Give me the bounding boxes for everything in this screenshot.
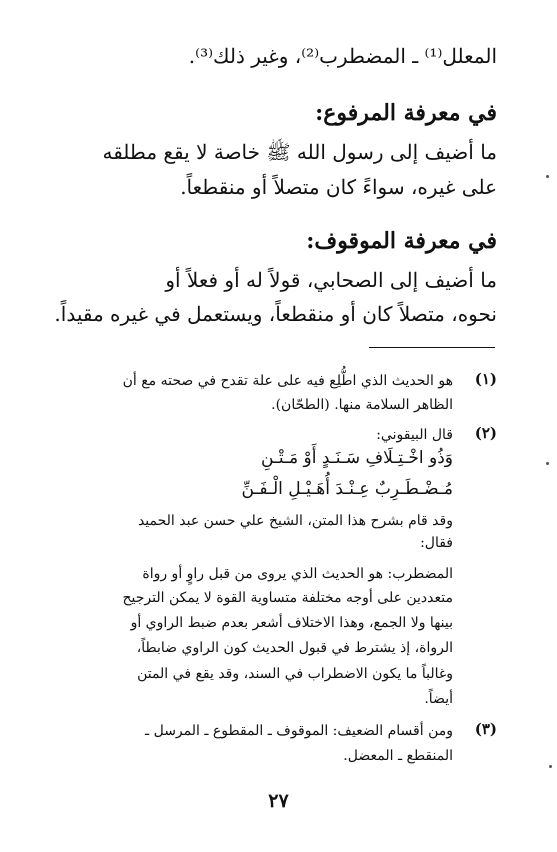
footnote-2-line-11: أيضاً. <box>424 691 453 707</box>
mawquf-line-2: نحوه، متصلاً كان أو منقطعاً، ويستعمل في غيره مقيداً. <box>54 302 497 326</box>
footnote-2-line-1: قال البيقوني: <box>376 427 453 443</box>
footnote-2-line-5: فقال: <box>420 535 453 551</box>
scan-speck <box>546 462 549 465</box>
footnote-2-line-4: وقد قام بشرح هذا المتن، الشيخ علي حسن عبد الحميد <box>137 513 453 529</box>
marfu-line-1: ما أضيف إلى رسول الله ﷺ خاصة لا يقع مطلقه <box>102 140 497 164</box>
footnote-2-line-9: الرواة، إذ يشترط في قبول الحديث كون الراوي ضابطاً، <box>136 640 453 656</box>
footnote-1-number: (١) <box>474 370 497 388</box>
footnote-2-line-8: بينها ولا الجمع، وهذا الاختلاف أشعر بعدم ضبط الراوي أو <box>130 615 453 631</box>
heading-marfu: في معرفة المرفوع: <box>315 100 497 126</box>
footnote-2-verse-1: وَذُو اخْـتِـلَافِ سَـنَـدٍ أَوْ مَـتْـنِ <box>260 448 453 468</box>
footnote-1-line-1: هو الحديث الذي اطُّلِع فيه على علة تقدح في صحته مع أن <box>122 373 453 389</box>
footnote-2-verse-2: مُـضْـطَـرِبٌ عِـنْـدَ أُهَـيْـلِ الْـفَـنِّ <box>241 479 453 499</box>
footnote-separator <box>369 347 495 348</box>
heading-mawquf: في معرفة الموقوف: <box>306 228 497 254</box>
top-line: المعلل⁽¹⁾ ـ المضطرب⁽²⁾، وغير ذلك⁽³⁾. <box>188 44 497 68</box>
footnote-3-number: (٣) <box>474 720 497 738</box>
footnote-2-number: (٢) <box>474 424 497 442</box>
scan-speck <box>549 765 552 768</box>
mawquf-line-1: ما أضيف إلى الصحابي، قولاً له أو فعلاً أو <box>165 268 497 292</box>
scan-speck <box>546 175 549 178</box>
footnote-3-line-2: المنقطع ـ المعضل. <box>343 748 453 764</box>
footnote-1-line-2: الظاهر السلامة منها. (الطحّان). <box>271 397 453 413</box>
marfu-line-2: على غيره، سواءً كان متصلاً أو منقطعاً. <box>180 175 497 199</box>
footnote-2-line-7: متعددين على أوجه مختلفة متساوية القوة لا يمكن الترجيح <box>122 590 453 606</box>
page-number: ٢٧ <box>268 790 289 812</box>
footnote-3-line-1: ومن أقسام الضعيف: الموقوف ـ المقطوع ـ المرسل ـ <box>145 723 453 739</box>
footnote-2-line-6: المضطرب: هو الحديث الذي يروى من قبل راوٍ أو رواة <box>142 566 453 582</box>
footnote-2-line-10: وغالباً ما يكون الاضطراب في السند، وقد يقع في المتن <box>137 666 453 682</box>
